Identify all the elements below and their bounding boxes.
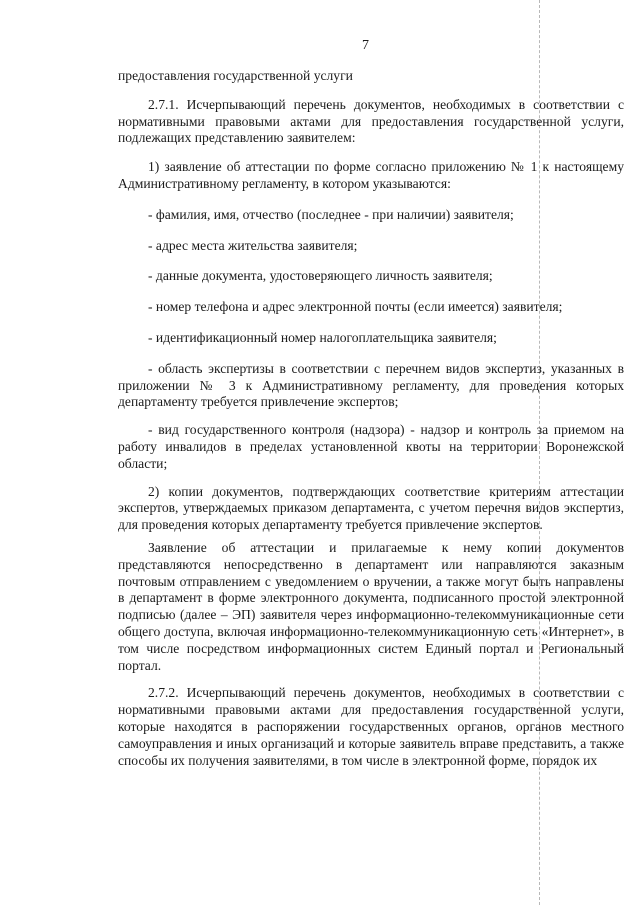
list-item: - номер телефона и адрес электронной почты (если имеется) заявителя; bbox=[148, 299, 563, 315]
list-item: - область экспертизы в соответствии с перечнем видов экспертиз, указанных в приложении № 3 к Административному регламенту, для проведения которых департаменту требуется привлечение экспертов; bbox=[118, 360, 624, 410]
paragraph: 2) копии документов, подтверждающих соответствие критериям аттестации экспертов, утверждаемых приказом департамента, с учетом перечня видов экспертиз, для проведения которых департаменту требуется привлечение экспертов. bbox=[118, 483, 624, 533]
list-item: - фамилия, имя, отчество (последнее - при наличии) заявителя; bbox=[148, 206, 514, 222]
paragraph: 2.7.1. Исчерпывающий перечень документов, необходимых в соответствии с нормативными правовыми актами для предоставления государственной услуги, подлежащих представлению заявителем: bbox=[118, 96, 624, 146]
paragraph: 1) заявление об аттестации по форме согласно приложению № 1 к настоящему Административному регламенту, в котором указываются: bbox=[118, 159, 624, 191]
list-item: - вид государственного контроля (надзора) - надзор и контроль за приемом на работу инвалидов в пределах установленной квоты на территории Воронежской области; bbox=[118, 422, 624, 471]
list-item: - адрес места жительства заявителя; bbox=[148, 237, 358, 253]
paragraph: 2.7.2. Исчерпывающий перечень документов, необходимых в соответствии с нормативными правовыми актами для предоставления государственной услуги, которые находятся в распоряжении государственных органов, органов местного самоуправления и иных организаций и которые заявитель вправе представить, а также способы их получения заявителями, в том числе в электронной форме, порядок их bbox=[118, 685, 624, 768]
page-number: 7 bbox=[362, 38, 369, 53]
paragraph: Заявление об аттестации и прилагаемые к нему копии документов представляются непосредственно в департамент или направляются заказным почтовым отправлением с уведомлением о вручении, а также могут быть направлены в департамент в форме электронного документа, подписанного простой электронной подписью (далее – ЭП) заявителя через информационно-телекоммуникационные сети общего доступа, включая информационно-телекоммуникационную сеть «Интернет», в том числе посредством информационных систем Единый портал и Региональный портал. bbox=[118, 539, 624, 673]
paragraph: предоставления государственной услуги bbox=[118, 68, 353, 83]
document-body bbox=[118, 68, 624, 769]
list-item: - данные документа, удостоверяющего личность заявителя; bbox=[148, 268, 493, 284]
list-item: - идентификационный номер налогоплательщика заявителя; bbox=[148, 329, 497, 345]
